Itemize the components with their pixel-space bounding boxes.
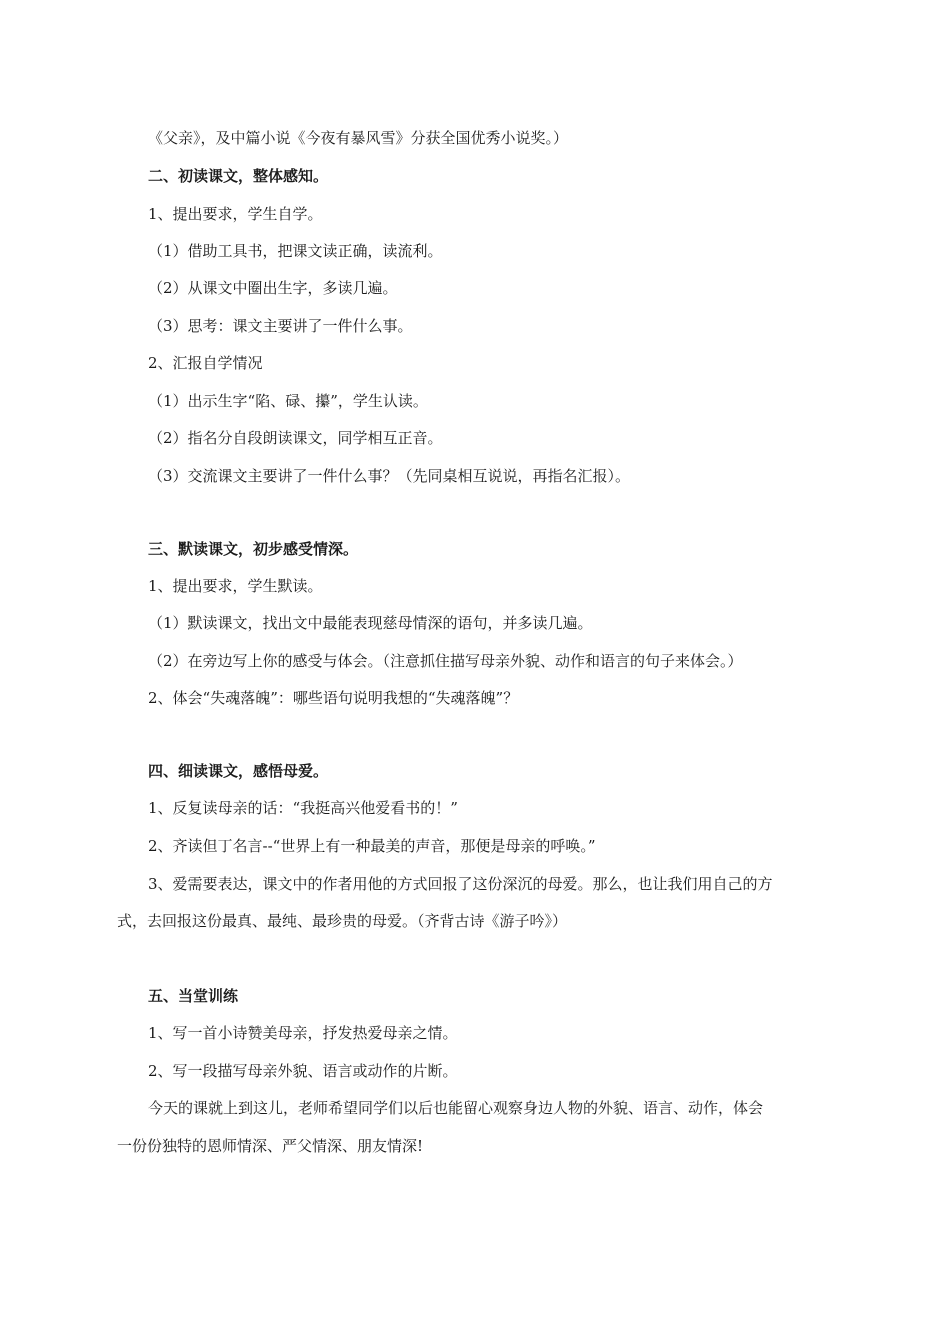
section-heading: 三、默读课文，初步感受情深。	[148, 540, 359, 558]
paragraph-line: （1）出示生字“陷、碌、攥”，学生认读。	[148, 392, 428, 410]
paragraph-line: 1、提出要求，学生默读。	[148, 577, 323, 595]
section-heading: 四、细读课文，感悟母爱。	[148, 762, 329, 780]
paragraph-line: 3、爱需要表达，课文中的作者用他的方式回报了这份深沉的母爱。那么，也让我们用自己的方	[148, 875, 773, 893]
paragraph-line: （1）默读课文，找出文中最能表现慈母情深的语句，并多读几遍。	[148, 614, 593, 632]
paragraph-line: 2、汇报自学情况	[148, 354, 263, 372]
paragraph-line: 2、齐读但丁名言--“世界上有一种最美的声音，那便是母亲的呼唤。”	[148, 837, 596, 855]
section-heading: 五、当堂训练	[148, 987, 239, 1005]
paragraph-line: 1、提出要求，学生自学。	[148, 205, 323, 223]
paragraph-line: （1）借助工具书，把课文读正确，读流利。	[148, 242, 443, 260]
paragraph-line: （3）交流课文主要讲了一件什么事？（先同桌相互说说，再指名汇报）。	[148, 467, 631, 485]
paragraph-line: 2、写一段描写母亲外貌、语言或动作的片断。	[148, 1062, 458, 1080]
paragraph-line: 一份份独特的恩师情深、严父情深、朋友情深!	[117, 1137, 424, 1155]
paragraph-line: 式，去回报这份最真、最纯、最珍贵的母爱。（齐背古诗《游子吟》）	[117, 912, 568, 930]
paragraph-line: （2）指名分自段朗读课文，同学相互正音。	[148, 429, 443, 447]
paragraph-line: 1、反复读母亲的话：“我挺高兴他爱看书的！”	[148, 799, 458, 817]
section-heading: 二、初读课文，整体感知。	[148, 167, 329, 185]
paragraph-line: （3）思考：课文主要讲了一件什么事。	[148, 317, 413, 335]
paragraph-line: （2）在旁边写上你的感受与体会。（注意抓住描写母亲外貌、动作和语言的句子来体会。）	[148, 652, 743, 670]
paragraph-line: 《父亲》，及中篇小说《今夜有暴风雪》分获全国优秀小说奖。）	[148, 129, 569, 147]
paragraph-line: （2）从课文中圈出生字，多读几遍。	[148, 279, 398, 297]
paragraph-line: 今天的课就上到这儿，老师希望同学们以后也能留心观察身边人物的外貌、语言、动作，体会	[148, 1099, 764, 1117]
paragraph-line: 2、体会“失魂落魄”：哪些语句说明我想的“失魂落魄”？	[148, 689, 519, 707]
paragraph-line: 1、写一首小诗赞美母亲，抒发热爱母亲之情。	[148, 1024, 458, 1042]
